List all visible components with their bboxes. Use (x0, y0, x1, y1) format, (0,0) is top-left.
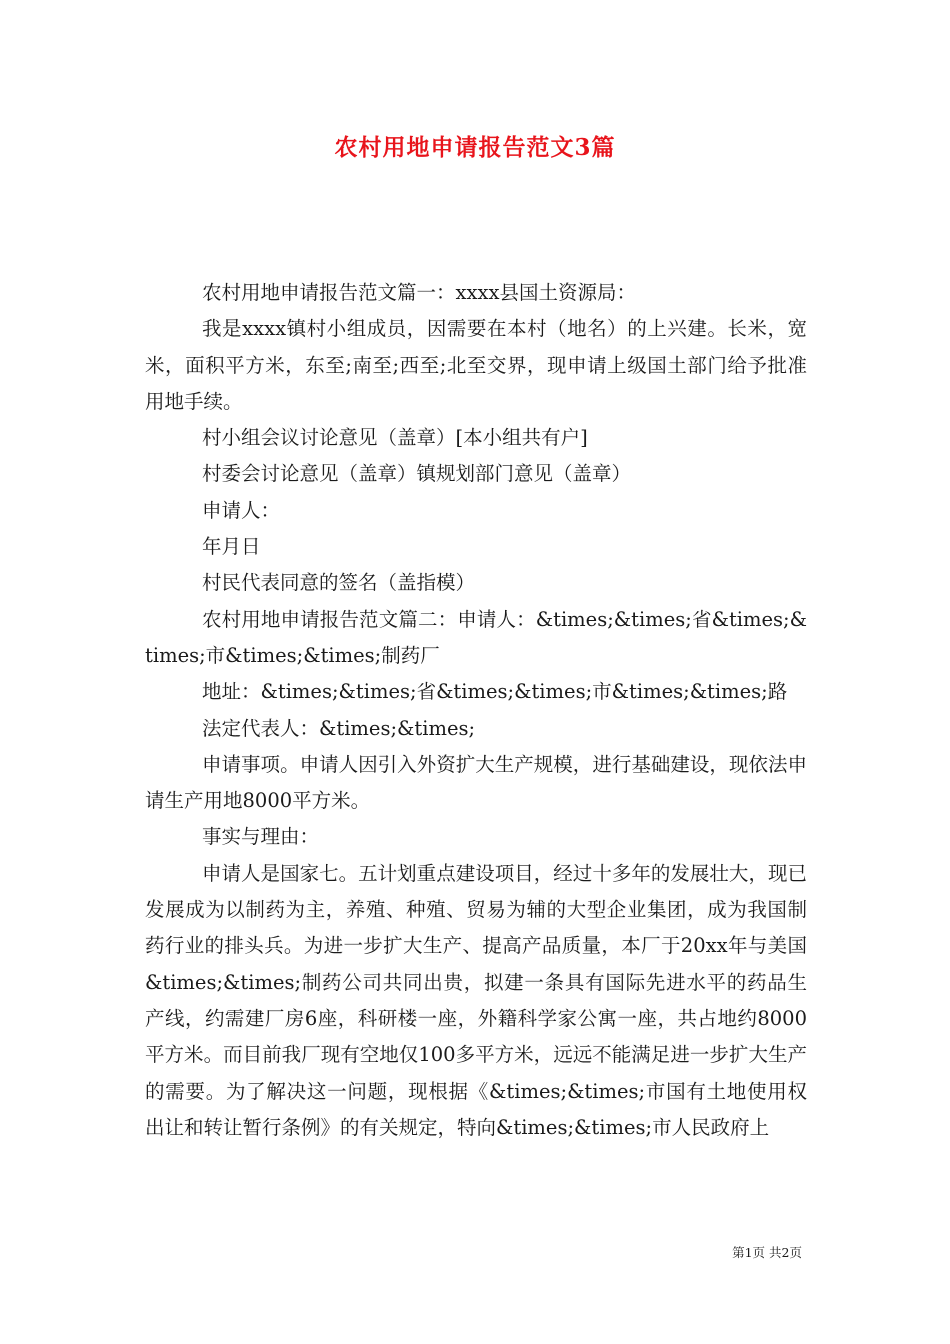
page-footer: 第1页 共2页 (732, 1245, 802, 1260)
paragraph-7: 村民代表同意的签名（盖指模） (202, 571, 476, 595)
document-body (145, 275, 807, 1146)
paragraph-12: 事实与理由： (202, 825, 320, 849)
paragraph-13: 申请人是国家七。五计划重点建设项目，经过十多年的发展壮大，现已发展成为以制药为主，养殖、种殖、贸易为辅的大型企业集团，成为我国制药行业的排头兵。为进一步扩大生产、提高产品质量，本厂于20xx年与美国&times;&times;制药公司共同出贵，拟建一条具有国际先进水平的药品生产线，约需建厂房6座，科研楼一座，外籍科学家公寓一座，共占地约8000平方米。而目前我厂现有空地仅100多平方米，远远不能满足进一步扩大生产的需要。为了解决这一问题，现根据《&times;&times;市国有土地使用权出让和转让暂行条例》的有关规定，特向&times;&times;市人民政府上 (145, 861, 807, 1139)
paragraph-11: 申请事项。申请人因引入外资扩大生产规模，进行基础建设，现依法申请生产用地8000平方米。 (145, 752, 807, 813)
paragraph-6: 年月日 (202, 535, 261, 559)
paragraph-1: 农村用地申请报告范文篇一：xxxx县国土资源局： (202, 281, 636, 304)
paragraph-8: 农村用地申请报告范文篇二：申请人：&times;&times;省&times;&times;市&times;&times;制药厂 (145, 607, 807, 667)
paragraph-10: 法定代表人：&times;&times; (202, 716, 476, 740)
paragraph-2: 我是xxxx镇村小组成员，因需要在本村（地名）的上兴建。长米，宽米，面积平方米，东至;南至;西至;北至交界，现申请上级国土部门给予批准用地手续。 (145, 317, 807, 413)
paragraph-3: 村小组会议讨论意见（盖章）[本小组共有户] (202, 426, 588, 450)
paragraph-9: 地址：&times;&times;省&times;&times;市&times;&times;路 (202, 680, 788, 704)
document-title: 农村用地申请报告范文3篇 (334, 134, 616, 161)
paragraph-4: 村委会讨论意见（盖章）镇规划部门意见（盖章） (202, 462, 632, 486)
paragraph-5: 申请人： (202, 498, 281, 522)
